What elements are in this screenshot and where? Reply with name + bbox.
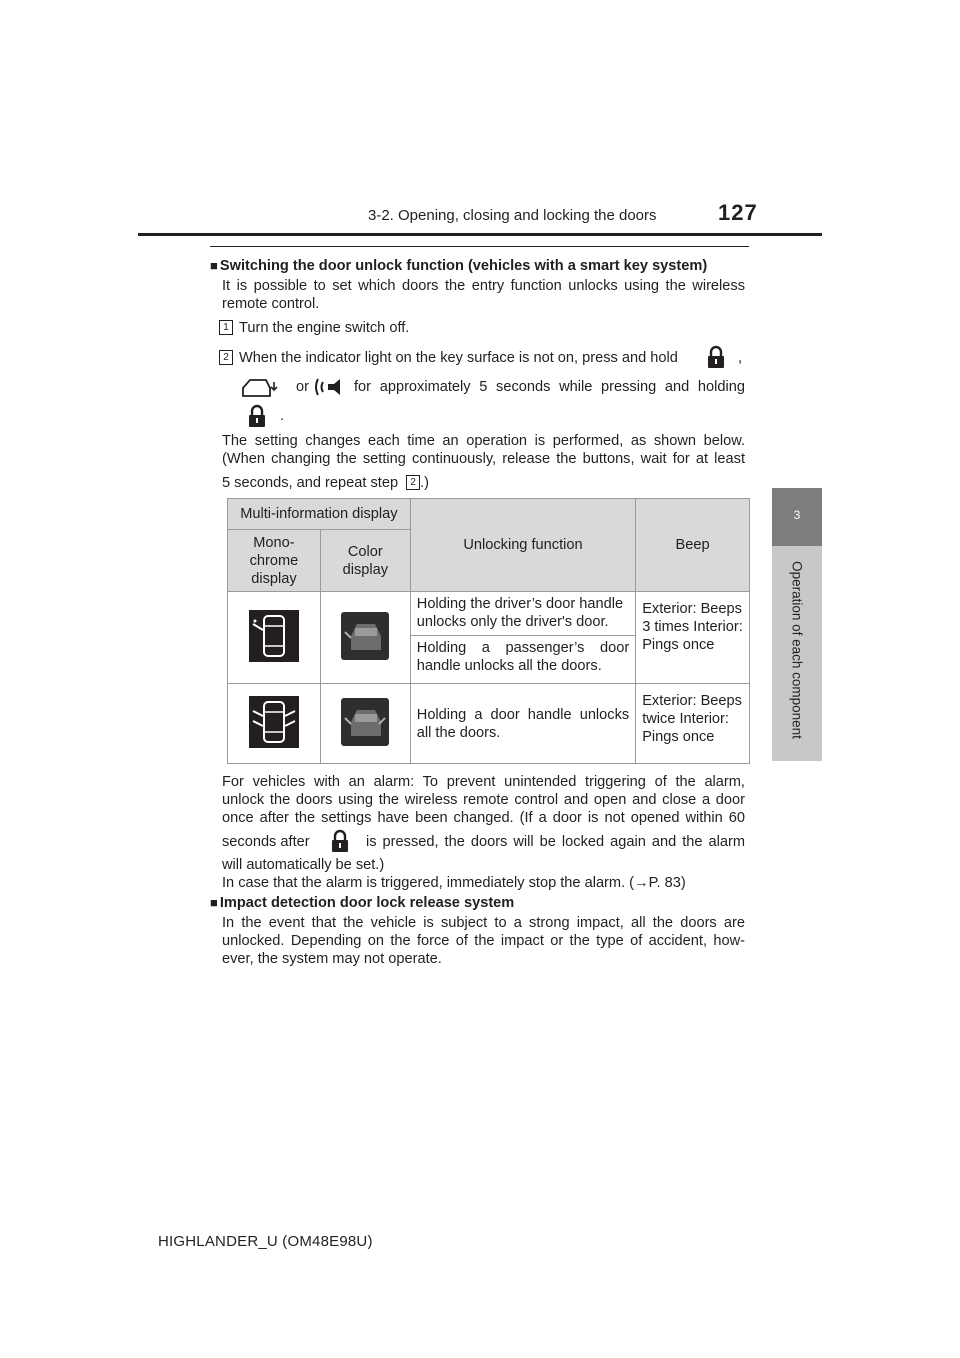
color-display-cell	[320, 592, 410, 684]
table-row	[228, 592, 750, 636]
lock-icon	[247, 403, 267, 429]
alarm-line-2: unlock the doors using the wireless remote control and open and close a door	[222, 792, 745, 808]
lock-icon	[706, 344, 726, 370]
unlock-settings-table	[227, 498, 750, 764]
car-driver-door-mono-icon	[249, 610, 299, 662]
step-number-2: 2	[219, 350, 233, 365]
step-2-period: .	[280, 408, 285, 424]
header-multi-information-display: Multi-information display	[228, 499, 411, 530]
panic-icon	[312, 376, 348, 398]
step-2-line-1: When the indicator light on the key surface is not on, press and hold	[239, 350, 678, 366]
manual-footer: HIGHLANDER_U (OM48E98U)	[158, 1233, 373, 1250]
intro-line-1: It is possible to set which doors the entry function unlocks using the wireless	[222, 278, 745, 294]
square-bullet-icon: ■	[210, 258, 218, 273]
square-bullet-icon: ■	[210, 895, 218, 910]
alarm-line-3: once after the settings have been changed. (If a door is not opened within 60	[222, 810, 745, 826]
color-display-cell	[320, 684, 410, 764]
mono-display-cell	[228, 684, 321, 764]
car-all-doors-color-icon	[341, 698, 389, 746]
section-title: ■ Impact detection door lock release system	[210, 895, 515, 911]
step-2-line-2: for approximately 5 seconds while pressing and holding	[354, 379, 745, 395]
row2-beep: Exterior: Beeps twice Interior: Pings once	[636, 684, 750, 764]
lock-icon	[330, 828, 350, 854]
mono-display-cell	[228, 592, 321, 684]
page-number: 127	[718, 200, 758, 225]
step-reference-2: 2	[406, 475, 420, 490]
chapter-tab-label: Operation of each component	[789, 561, 805, 739]
alarm-line-6: In case that the alarm is triggered, immediately stop the alarm. (→P. 83)	[222, 875, 686, 891]
back-door-icon	[240, 376, 284, 400]
row1-beep: Exterior: Beeps 3 times Interior: Pings once	[636, 592, 750, 684]
note-line-2: (When changing the setting continuously, release the buttons, wait for at least	[222, 451, 745, 467]
header-beep: Beep	[636, 499, 750, 592]
table-row	[228, 684, 750, 764]
section-rule	[210, 246, 749, 247]
step-2-or: or	[296, 379, 309, 395]
step-2-comma: ,	[738, 350, 743, 366]
alarm-line-5: will automatically be set.)	[222, 857, 385, 873]
alarm-line-1: For vehicles with an alarm: To prevent unintended triggering of the alarm,	[222, 774, 745, 790]
header-monochrome-display: Mono-chrome display	[228, 530, 321, 592]
note-line-1: The setting changes each time an operation is performed, as shown below.	[222, 433, 745, 449]
alarm-line-4-start: seconds after	[222, 834, 310, 850]
header-color-display: Color display	[320, 530, 410, 592]
section-title: ■ Switching the door unlock function (vehicles with a smart key system)	[210, 258, 708, 274]
step-1-text: Turn the engine switch off.	[239, 320, 410, 336]
row1-unlock-passenger: Holding a passenger’s door handle unlocks all the doors.	[410, 636, 635, 684]
row1-unlock-driver: Holding the driver’s door handle unlocks only the driver's door.	[410, 592, 635, 636]
alarm-line-4-end: is pressed, the doors will be locked again and the alarm	[366, 834, 745, 850]
step-number-1: 1	[219, 320, 233, 335]
car-driver-door-color-icon	[341, 612, 389, 660]
impact-line-3: ever, the system may not operate.	[222, 951, 442, 967]
intro-line-2: remote control.	[222, 296, 320, 312]
impact-line-1: In the event that the vehicle is subject to a strong impact, all the doors are	[222, 915, 745, 931]
impact-line-2: unlocked. Depending on the force of the impact or the type of accident, how-	[222, 933, 745, 949]
chapter-tab-number: 3	[772, 488, 822, 546]
row2-unlock-all: Holding a door handle unlocks all the doors.	[410, 684, 635, 764]
header-rule	[138, 233, 822, 236]
car-all-doors-mono-icon	[249, 696, 299, 748]
header-unlocking-function: Unlocking function	[410, 499, 635, 592]
running-header: 3-2. Opening, closing and locking the doors	[368, 207, 657, 224]
note-line-3: 5 seconds, and repeat step 2 .)	[222, 475, 430, 491]
